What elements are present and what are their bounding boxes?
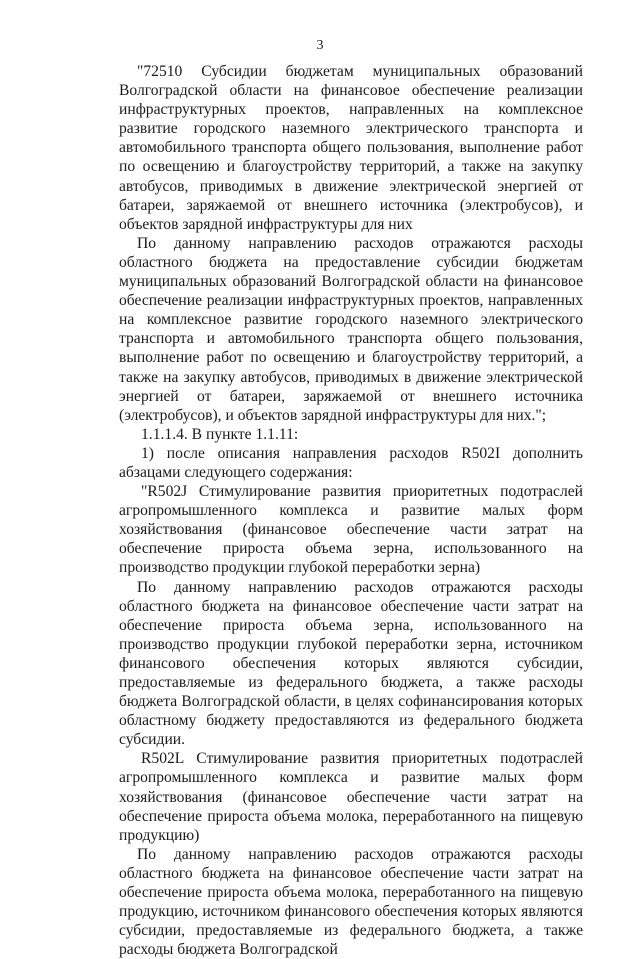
paragraph-clause-1-1-1-4: 1.1.1.4. В пункте 1.1.11: [141, 425, 299, 443]
page-number: 3 [316, 38, 324, 53]
paragraph-72510-heading: "72510 Субсидии бюджетам муниципальных образований Волгоградской области на финансовое обеспечение реализации инфраструктурных проектов, направленных на комплексное развитие городского наземного электрического транспорта и автомобильного транспорта общего пользования, выполнение работ по освещению и благоустройству территорий, а также на закупку автобусов, приводимых в движение электрической энергией от батареи, заряжаемой от внешнего источника (электробусов), и объектов зарядной инфраструктуры для них [119, 63, 583, 233]
paragraph-r502j-heading: "R502J Стимулирование развития приоритетных подотраслей агропромышленного комплекса и развитие малых форм хозяйствования (финансовое обеспечение части затрат на обеспечение прироста объема зерна, использованного на производство продукции глубокой переработки зерна) [119, 483, 583, 577]
paragraph-r502l-description: По данному направлению расходов отражаются расходы областного бюджета на финансовое обеспечение части затрат на обеспечение прироста объема молока, переработанного на пищевую продукцию, источником финансового обеспечения которых являются субсидии, предоставляемые из федерального бюджета, а также расходы бюджета Волгоградской [119, 845, 583, 959]
paragraph-item-1: 1) после описания направления расходов R502I дополнить абзацами следующего содержания: [119, 444, 583, 481]
document-body [119, 62, 583, 959]
paragraph-72510-description: По данному направлению расходов отражаются расходы областного бюджета на предоставление субсидии бюджетам муниципальных образований Волгоградской области на финансовое обеспечение реализации инфраструктурных проектов, направленных на комплексное развитие городского наземного электрического транспорта и автомобильного транспорта общего пользования, выполнение работ по освещению и благоустройству территорий, а также на закупку автобусов, приводимых в движение электрической энергией от батареи, заряжаемой от внешнего источника (электробусов), и объектов зарядной инфраструктуры для них."; [119, 234, 583, 424]
paragraph-r502j-description: По данному направлению расходов отражаются расходы областного бюджета на финансовое обеспечение части затрат на обеспечение прироста объема зерна, использованного на производство продукции глубокой переработки зерна, источником финансового обеспечения которых являются субсидии, предоставляемые из федерального бюджета, а также расходы бюджета Волгоградской области, в целях софинансирования которых областному бюджету предоставляются из федерального бюджета субсидии. [119, 578, 583, 749]
paragraph-r502l-heading: R502L Стимулирование развития приоритетных подотраслей агропромышленного комплекса и развитие малых форм хозяйствования (финансовое обеспечение части затрат на обеспечение прироста объема молока, переработанного на пищевую продукцию) [119, 750, 583, 844]
